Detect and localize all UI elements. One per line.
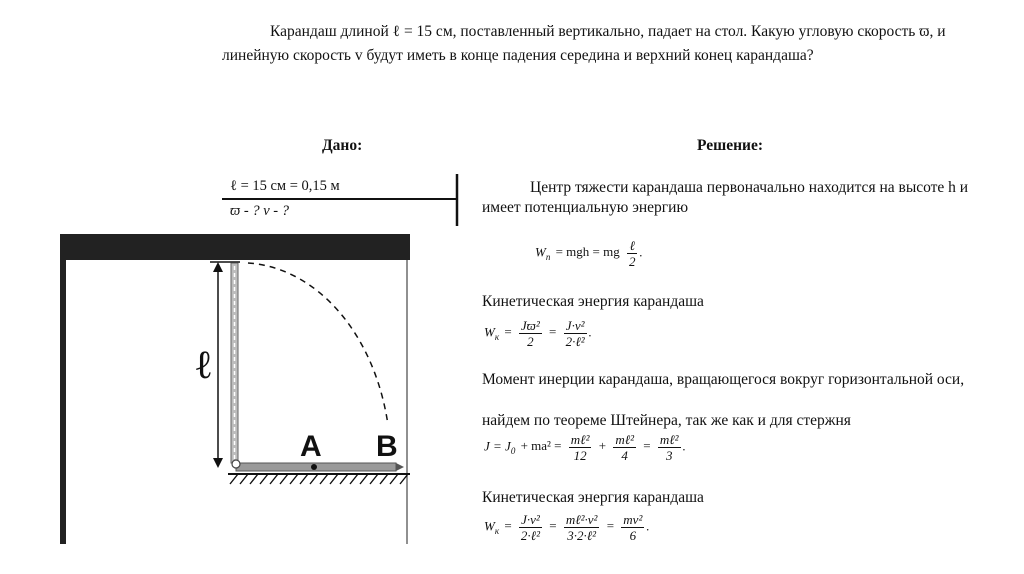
j-plus: + — [598, 438, 607, 454]
moment-text-2: найдем по теореме Штейнера, так же как и для стержня — [482, 412, 851, 429]
length-label: ℓ — [196, 342, 211, 387]
wk2-den3: 6 — [629, 528, 637, 543]
wk1-num2: J·v² — [564, 318, 587, 334]
wk2-period: . — [646, 518, 650, 534]
wp-den: 2 — [628, 254, 636, 269]
wk1-den2: 2·ℓ² — [565, 334, 585, 349]
label-b: B — [376, 430, 398, 463]
given-heading: Дано: — [322, 137, 363, 154]
wp-period: . — [639, 244, 643, 260]
wk2-num3: mv² — [623, 512, 643, 527]
j-eq: = — [643, 438, 651, 454]
given-length: ℓ = 15 см = 0,15 м — [230, 178, 340, 194]
wk2-eq1: = — [504, 518, 512, 534]
wp-sub: п — [545, 252, 551, 263]
j-num3: mℓ² — [659, 432, 679, 447]
wk1-sub: к — [494, 332, 500, 343]
j-period: . — [682, 438, 686, 454]
j-den2: 4 — [621, 448, 628, 463]
length-arrow-bottom — [213, 458, 223, 468]
kinetic-heading-1: Кинетическая энергия карандаша — [482, 293, 704, 310]
j-den1: 12 — [573, 448, 587, 463]
j-lhs: J = J — [484, 438, 511, 454]
given-unknowns: ϖ - ? v - ? — [230, 203, 289, 219]
wk2-eq3: = — [606, 518, 615, 534]
wk1-num1: Jϖ² — [520, 318, 540, 333]
j-mid: + ma² = — [520, 438, 562, 454]
wk1-den1: 2 — [527, 334, 534, 349]
wp-mid: = mgh = mg — [555, 244, 620, 260]
kinetic-heading-2: Кинетическая энергия карандаша — [482, 489, 704, 506]
wk2-eq2: = — [549, 518, 557, 534]
wp-lhs: W — [535, 244, 546, 260]
problem-statement: Карандаш длиной ℓ = 15 см, поставленный вертикально, падает на стол. Какую угловую скорость ϖ, и линейную скорость v будут иметь в конце падения середина и верхний конец карандаша? — [222, 23, 946, 64]
wk2-num2: mℓ²·v² — [565, 512, 598, 527]
wk2-num1: J·v² — [519, 512, 542, 528]
solution-heading: Решение: — [697, 137, 764, 154]
point-a-marker — [311, 464, 317, 470]
frame-top-bar — [60, 234, 410, 260]
length-arrow-top — [213, 262, 223, 272]
frame-left-bar — [60, 234, 66, 544]
j-num1: mℓ² — [570, 432, 590, 447]
j-num2: mℓ² — [615, 432, 635, 447]
j-den3: 3 — [665, 448, 673, 463]
wk1-eq2: = — [549, 324, 557, 340]
pencil-vertical — [231, 263, 238, 463]
moment-text-1: Момент инерции карандаша, вращающегося вокруг горизонтальной оси, — [482, 371, 965, 388]
label-a: A — [300, 430, 322, 463]
pivot-point — [232, 460, 240, 468]
wk2-sub: к — [494, 526, 500, 537]
wk1-eq1: = — [504, 324, 512, 340]
wk2-den2: 3·2·ℓ² — [567, 528, 597, 543]
wk1-period: . — [588, 324, 592, 340]
wp-num: ℓ — [627, 238, 638, 254]
solution-paragraph-1: Центр тяжести карандаша первоначально находится на высоте h и имеет потенциальную энергию — [482, 179, 969, 216]
wk1-lhs: W — [484, 324, 495, 340]
pencil-tip — [396, 463, 404, 471]
j-sub: 0 — [510, 446, 516, 457]
trajectory-arc — [248, 263, 388, 425]
wk2-den1: 2·ℓ² — [520, 528, 540, 543]
wk2-lhs: W — [484, 518, 495, 534]
ground-hatching — [230, 474, 408, 484]
